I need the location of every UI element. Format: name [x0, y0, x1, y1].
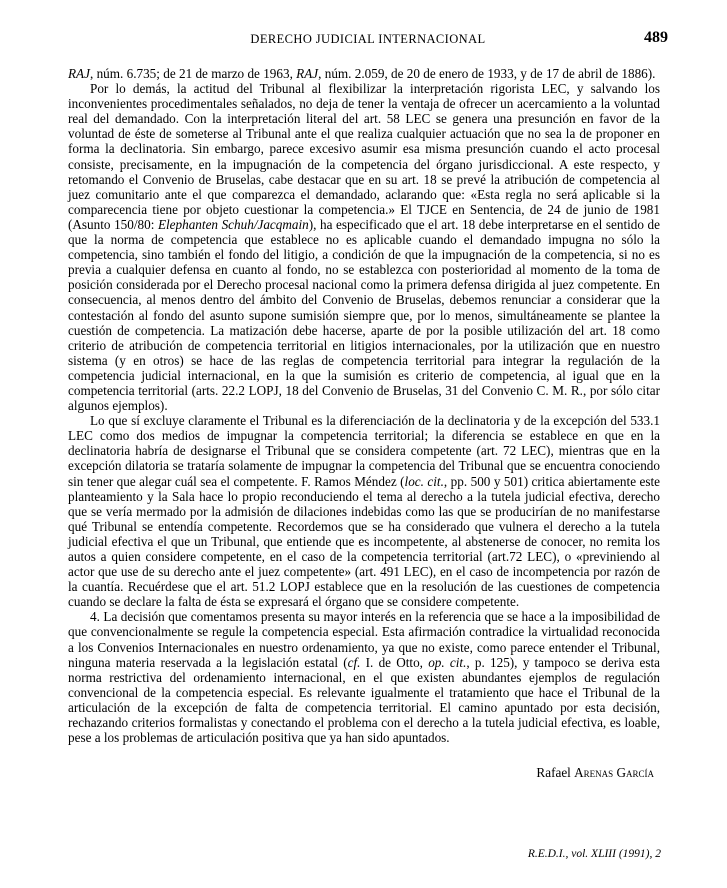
paragraph-4: 4. La decisión que comentamos presenta su mayor interés en la referencia que se hace a la imposibilidad de que convencionalmente se regule la competencia especial. Esta afirmación contradice la virtualidad reconocida a los Convenios Internacionales en nuestro ordenamiento, ya que no existe, como parece entender el Tribunal, ninguna materia reservada a la legislación estatal (cf. I. de Otto, op. cit., p. 125), y tampoco se deriva esta norma restrictiva del ordenamiento internacional, en el que existen abundantes ejemplos de regulación convencional de la competencia especial. Es relevante igualmente el tratamiento que hace el Tribunal de la articulación de la excepción de falta de competencia territorial. El camino apuntado por esta decisión, rechazando criterios formalistas y conectando el problema con el derecho a la tutela judicial efectiva, es loable, pese a los problemas de articulación positiva que ya han sido apuntados.	[68, 609, 660, 746]
paragraph-1: RAJ, núm. 6.735; de 21 de marzo de 1963, RAJ, núm. 2.059, de 20 de enero de 1933, y de 17 de abril de 1886).	[68, 66, 656, 81]
author-surname: Arenas García	[574, 765, 654, 781]
page-number: 489	[644, 29, 668, 46]
paragraph-2: Por lo demás, la actitud del Tribunal al flexibilizar la interpretación rigorista LEC, y salvando los inconvenientes procedimentales señalados, no deja de tener la ventaja de ofrecer un acercamiento a la voluntad real del demandado. Con la interpretación literal del art. 58 LEC se genera una presunción en favor de la voluntad de éste de someterse al Tribunal ante el que realiza cualquier actuación que no sea la de proponer en forma la declinatoria. Sin embargo, parece excesivo asumir esa misma presunción cuando el acto procesal consiste, precisamente, en la impugnación de la competencia del órgano jurisdiccional. A este respecto, y retomando el Convenio de Bruselas, cabe destacar que en su art. 18 se prevé la atribución de competencia al juez comunitario ante el que comparezca el demandado, aclarando que: «Esta regla no será aplicable si la comparecencia tiene por objeto cuestionar la competencia.» El TJCE en Sentencia, de 24 de junio de 1981 (Asunto 150/80: Elephanten Schuh/Jacqmain), ha especificado que el art. 18 debe interpretarse en el sentido de que la norma de competencia que establece no es aplicable cuando el demandado impugna no sólo la competencia, sino también el fondo del litigio, a condición de que la impugnación de la competencia, si no es previa a cualquier defensa en cuanto al fondo, no se establezca con posterioridad al momento de la toma de posición considerada por el Derecho procesal nacional como la primera defensa dirigida al juez competente. En consecuencia, al menos dentro del ámbito del Convenio de Bruselas, debemos renunciar a considerar que la contestación al fondo del asunto supone sumisión siempre que, por lo menos, simultáneamente se plantee la cuestión de competencia. La matización debe hacerse, aparte de por la posible utilización del art. 18 como criterio de atribución de competencia territorial en litigios internacionales, por la utilización que en nuestro sistema (y en otros) se hace de las reglas de competencia territorial para integrar la regulación de la competencia judicial internacional, en la que la sumisión es criterio de competencia, al igual que en la competencia territorial (arts. 22.2 LOPJ, 18 del Convenio de Bruselas, 31 del Convenio C. M. R., por sólo citar algunos ejemplos).	[68, 81, 660, 414]
running-title: DERECHO JUDICIAL INTERNACIONAL	[250, 32, 486, 46]
paragraph-3: Lo que sí excluye claramente el Tribunal es la diferenciación de la declinatoria y de la excepción del 533.1 LEC como dos medios de impugnar la competencia territorial; la diferencia se establece en que en la declinatoria habría de designarse el Tribunal que se considera competente (art. 72 LEC), mientras que en la excepción dilatoria se trataría solamente de impugnar la competencia del Tribunal que se encuentra conociendo sin tener que alegar cuál sea el competente. F. Ramos Méndez (loc. cit., pp. 500 y 501) critica abiertamente este planteamiento y la Sala hace lo propio reconduciendo el tema al derecho a la tutela judicial efectiva, derecho que se vería mermado por la admisión de dilaciones indebidas como las que se producirían de no manifestarse qué Tribunal se entendía competente. Recordemos que se ha considerado que vulnera el derecho a la tutela judicial efectiva el que un Tribunal, que entiende que es incompetente, al abstenerse de conocer, no remita los autos a quien considere competente, en el caso de la competencia territorial (art.72 LEC), o «previniendo al actor que use de su derecho ante el juez competente» (art. 491 LEC), en el caso de incompetencia por razón de la cuantía. Recuérdese que el art. 51.2 LOPJ establece que en la resolución de las cuestiones de competencia cuando se declare la falta de ésta se expresará el órgano que se considere competente.	[68, 413, 661, 610]
author-first-name: Rafael	[536, 765, 571, 781]
page-header	[68, 29, 668, 47]
footer-citation: R.E.D.I., vol. XLIII (1991), 2	[527, 848, 661, 860]
body-text-column	[68, 66, 660, 781]
author-signature	[68, 765, 660, 781]
